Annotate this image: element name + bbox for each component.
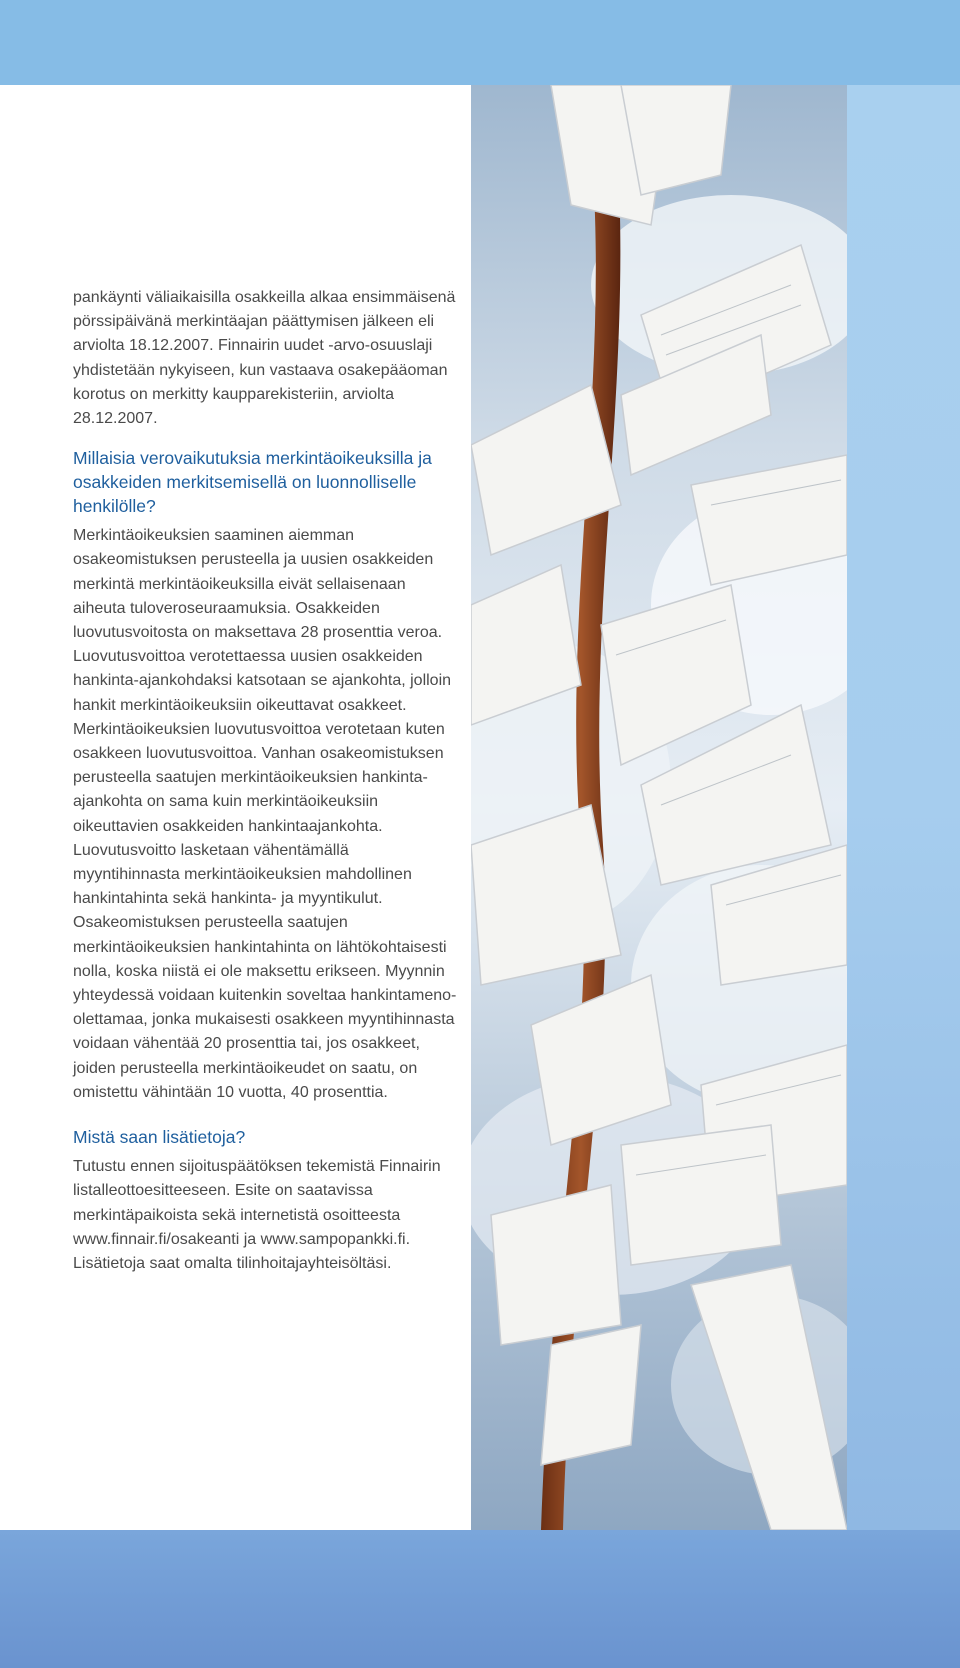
rope-with-paper-fortunes-photo — [471, 85, 847, 1530]
top-blue-band — [0, 0, 960, 85]
right-blue-band — [847, 85, 960, 1530]
more-info-heading: Mistä saan lisätietoja? — [73, 1127, 246, 1148]
article-text-column — [73, 286, 458, 1276]
more-info-paragraph: Tutustu ennen sijoituspäätöksen tekemistä Finnairin listalleottoesitteeseen. Esite on saatavissa merkintäpaikoista sekä internetistä osoitteesta www.finnair.fi/osakeanti ja www.sampopankki.fi. Lisätietoja saat omalta tilinhoitajayhteisöltäsi. — [73, 1158, 441, 1272]
tax-effects-heading: Millaisia verovaikutuksia merkintäoikeuksilla ja osakkeiden merkitsemisellä on luonnolliselle henkilölle? — [73, 448, 432, 517]
bottom-blue-band — [0, 1530, 960, 1668]
tax-effects-paragraph: Merkintäoikeuksien saaminen aiemman osakeomistuksen perusteella ja uusien osakkeiden merkintä merkintäoikeuksilla eivät sellaisenaan aiheuta tuloveroseuraamuksia. Osakkeiden luovutusvoitosta on maksettava 28 prosenttia veroa. Luovutusvoittoa verotettaessa uusien osakkeiden hankinta-ajankohdaksi katsotaan se ajankohta, jolloin hankit merkintäoikeuksiin oikeuttavat osakkeet. Merkintäoikeuksien luovutusvoittoa verotetaan kuten osakkeen luovutusvoittoa. Vanhan osakeomistuksen perusteella saatujen merkintäoikeuksien hankinta-ajankohta on sama kuin merkintäoikeuksiin oikeuttavien osakkeiden hankintaajankohta. Luovutusvoitto lasketaan vähentämällä myyntihinnasta merkintäoikeuksien mahdollinen hankintahinta sekä hankinta- ja myyntikulut. Osakeomistuksen perusteella saatujen merkintäoikeuksien hankintahinta on lähtökohtaisesti nolla, koska niistä ei ole maksettu erikseen. Myynnin yhteydessä voidaan kuitenkin soveltaa hankintameno-olettamaa, jonka mukaisesti osakkeen myyntihinnasta voidaan vähentää 20 prosenttia tai, jos osakkeet, joiden perusteella merkintäoikeudet on saatu, on omistettu vähintään 10 vuotta, 40 prosenttia. — [73, 527, 457, 1101]
photo-illustration — [471, 85, 847, 1530]
intro-paragraph: pankäynti väliaikaisilla osakkeilla alkaa ensimmäisenä pörssipäivänä merkintäajan päättymisen jälkeen eli arviolta 18.12.2007. Finnairin uudet -arvo-osuuslaji yhdistetään nykyiseen, kun vastaava osakepääoman korotus on merkitty kaupparekisteriin, arviolta 28.12.2007. — [73, 289, 456, 428]
